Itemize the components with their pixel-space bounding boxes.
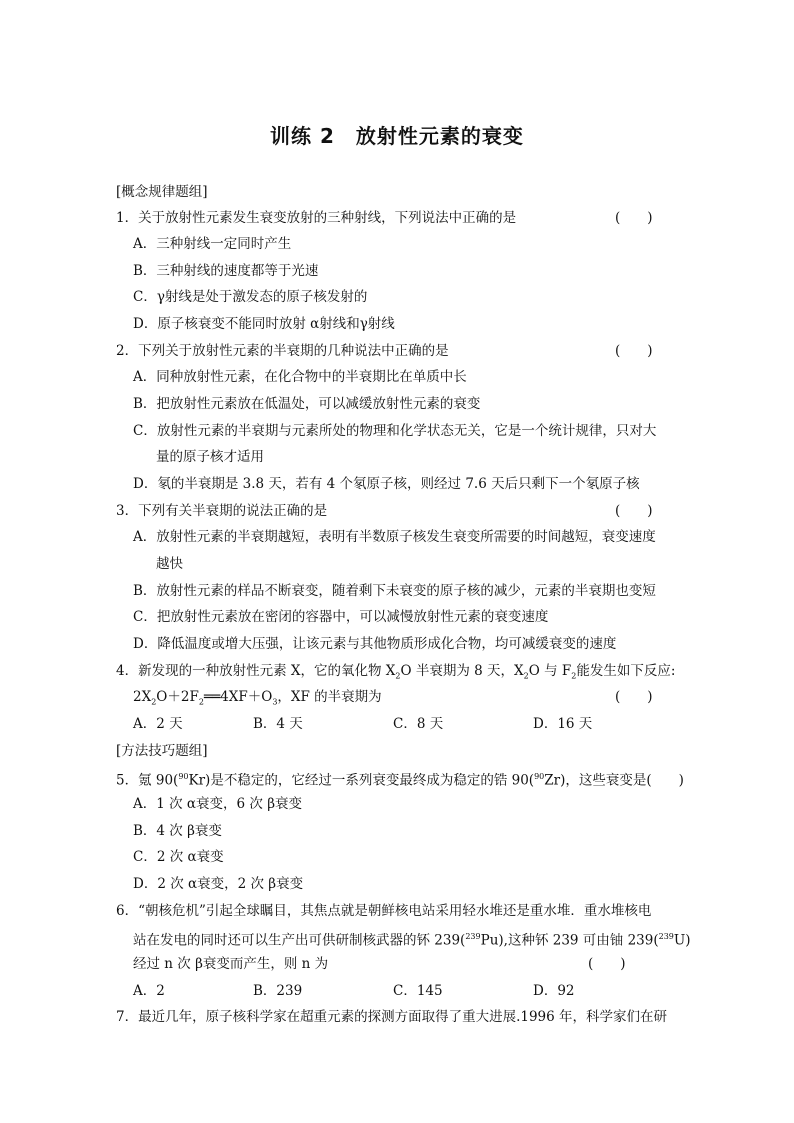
question-3-option-a-continued: 越快 (156, 556, 183, 572)
question-3-option-c: C．把放射性元素放在密闭的容器中，可以减慢放射性元素的衰变速度 (133, 609, 549, 625)
question-3-stem: 3．下列有关半衰期的说法正确的是 (116, 503, 328, 519)
question-2-stem: 2．下列关于放射性元素的半衰期的几种说法中正确的是 (116, 343, 449, 359)
question-2-answer-paren: ( ) (615, 343, 653, 359)
question-5-option-b: B．4 次 β衰变 (133, 823, 222, 839)
question-4-option-a: A．2 天 (133, 716, 183, 732)
page-title: 训练 2 放射性元素的衰变 (270, 124, 524, 148)
question-2-option-c: C．放射性元素的半衰期与元素所处的物理和化学状态无关，它是一个统计规律，只对大 (133, 423, 657, 439)
question-4-option-d: D．16 天 (533, 716, 593, 732)
question-2-option-b: B．把放射性元素放在低温处，可以减缓放射性元素的衰变 (133, 396, 481, 412)
question-1-stem: 1．关于放射性元素发生衰变放射的三种射线，下列说法中正确的是 (116, 210, 517, 226)
question-5-option-a: A．1 次 α衰变，6 次 β衰变 (133, 796, 303, 812)
question-6-line-2: 站在发电的同时还可以生产出可供研制核武器的钚 239($^{239}$Pu),这种钚 239 可由铀 239($^{239}$U) (133, 932, 691, 949)
question-2-option-d: D．氡的半衰期是 3.8 天，若有 4 个氡原子核，则经过 7.6 天后只剩下一个氡原子核 (133, 476, 640, 492)
question-5-option-c: C．2 次 α衰变 (133, 849, 224, 865)
question-6-option-b: B．239 (253, 983, 303, 999)
question-5-stem: 5．氪 90($^{90}$Kr)是不稳定的，它经过一系列衰变最终成为稳定的锆 90($^{90}$Zr)，这些衰变是( ) (116, 772, 684, 789)
question-1-option-d: D．原子核衰变不能同时放射 α射线和γ射线 (133, 316, 395, 332)
question-1-option-c: C．γ射线是处于激发态的原子核发射的 (133, 289, 368, 305)
question-6-line-1: 6．“朝核危机”引起全球瞩目，其焦点就是朝鲜核电站采用轻水堆还是重水堆．重水堆核电 (116, 903, 652, 919)
question-6-option-c: C．145 (393, 983, 443, 999)
question-6-option-a: A．2 (133, 983, 165, 999)
question-5-option-d: D．2 次 α衰变，2 次 β衰变 (133, 876, 304, 892)
question-4-option-b: B．4 天 (253, 716, 303, 732)
question-7-line-1: 7．最近几年，原子核科学家在超重元素的探测方面取得了重大进展.1996 年，科学家们在研 (116, 1009, 668, 1025)
question-1-option-a: A．三种射线一定同时产生 (133, 236, 292, 252)
question-6-line-3: 经过 n 次 β衰变而产生，则 n 为 (133, 956, 329, 972)
question-3-option-b: B．放射性元素的样品不断衰变，随着剩下未衰变的原子核的减少，元素的半衰期也变短 (133, 583, 656, 599)
question-3-answer-paren: ( ) (615, 503, 653, 519)
question-2-option-a: A．同种放射性元素，在化合物中的半衰期比在单质中长 (133, 369, 467, 385)
question-6-option-d: D．92 (533, 983, 575, 999)
question-6-answer-paren: ( ) (588, 956, 626, 972)
question-3-option-d: D．降低温度或增大压强，让该元素与其他物质形成化合物，均可减缓衰变的速度 (133, 636, 617, 652)
section-heading-concepts: [概念规律题组] (116, 184, 208, 200)
question-4-equation: $2X_2O+2F_2══4XF+O_3$，XF 的半衰期为 (133, 689, 382, 707)
question-4-stem: 4．新发现的一种放射性元素 X，它的氧化物 $X_2O$ 半衰期为 8 天，$X_2O$ 与 $F_2$能发生如下反应: (116, 663, 676, 681)
question-4-answer-paren: ( ) (615, 689, 653, 705)
section-heading-methods: [方法技巧题组] (116, 743, 208, 759)
question-2-option-c-continued: 量的原子核才适用 (156, 449, 264, 465)
question-1-option-b: B．三种射线的速度都等于光速 (133, 263, 319, 279)
question-3-option-a: A．放射性元素的半衰期越短，表明有半数原子核发生衰变所需要的时间越短，衰变速度 (133, 529, 656, 545)
question-1-answer-paren: ( ) (615, 210, 653, 226)
question-4-option-c: C．8 天 (393, 716, 444, 732)
